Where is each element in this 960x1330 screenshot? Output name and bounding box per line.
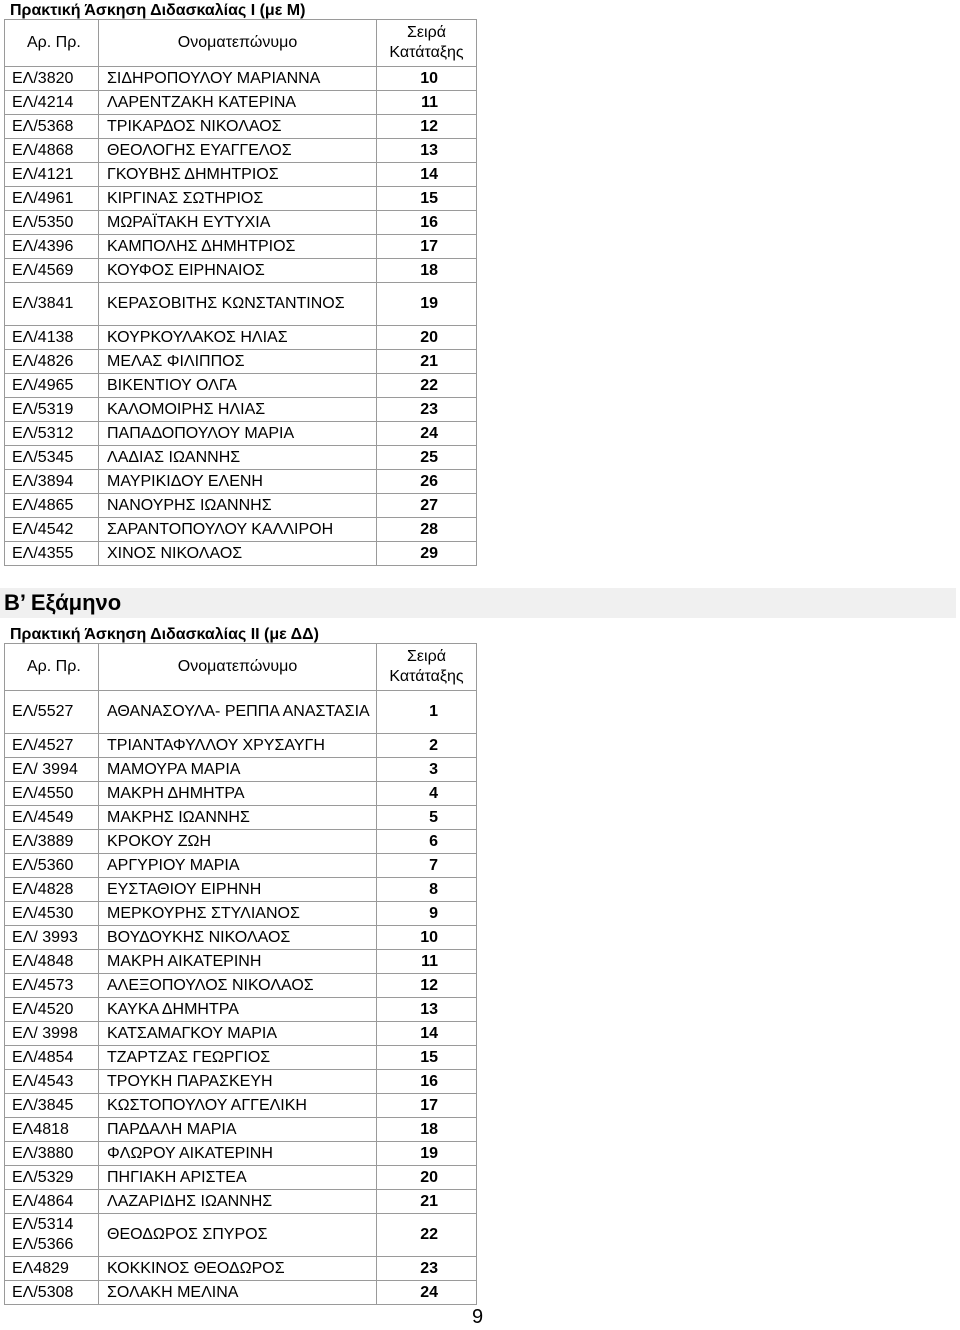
page-number: 9 xyxy=(472,1306,484,1328)
name-cell: ΜΩΡΑΪΤΑΚΗ ΕΥΤΥΧΙΑ xyxy=(99,211,377,235)
table-row xyxy=(5,758,477,782)
rank-cell: 15 xyxy=(377,187,477,211)
table-row xyxy=(5,1281,477,1305)
table-row xyxy=(5,283,477,326)
rank-cell: 12 xyxy=(377,974,477,998)
name-cell: ΜΑΚΡΗΣ ΙΩΑΝΝΗΣ xyxy=(99,806,377,830)
rank-cell: 24 xyxy=(377,422,477,446)
name-cell: ΤΡΙΚΑΡΔΟΣ ΝΙΚΟΛΑΟΣ xyxy=(99,115,377,139)
rank-cell: 1 xyxy=(377,691,477,734)
ranking-table-2 xyxy=(4,643,477,1305)
rank-cell: 12 xyxy=(377,115,477,139)
table-row xyxy=(5,542,477,566)
name-cell: ΜΕΡΚΟΥΡΗΣ ΣΤΥΛΙΑΝΟΣ xyxy=(99,902,377,926)
code-cell: ΕΛ/4573 xyxy=(5,974,99,998)
table-row xyxy=(5,950,477,974)
code-cell: ΕΛ/4355 xyxy=(5,542,99,566)
table-row xyxy=(5,806,477,830)
rank-cell: 13 xyxy=(377,998,477,1022)
code-cell: ΕΛ/4121 xyxy=(5,163,99,187)
section1-title: Πρακτική Άσκηση Διδασκαλίας Ι (με Μ) xyxy=(10,2,306,19)
rank-cell: 20 xyxy=(377,326,477,350)
rank-cell: 22 xyxy=(377,1214,477,1257)
code-cell: ΕΛ/4865 xyxy=(5,494,99,518)
semester-heading: Β’ Εξάμηνο xyxy=(4,590,122,615)
table-row xyxy=(5,1070,477,1094)
rank-cell: 27 xyxy=(377,494,477,518)
table-row xyxy=(5,830,477,854)
table-row xyxy=(5,1190,477,1214)
code-cell: ΕΛ/4542 xyxy=(5,518,99,542)
rank-cell: 14 xyxy=(377,163,477,187)
code-cell: ΕΛ/3889 xyxy=(5,830,99,854)
code-cell: ΕΛ/5319 xyxy=(5,398,99,422)
table-row xyxy=(5,691,477,734)
rank-cell: 7 xyxy=(377,854,477,878)
name-cell: ΚΕΡΑΣΟΒΙΤΗΣ ΚΩΝΣΤΑΝΤΙΝΟΣ xyxy=(99,283,377,326)
rank-cell: 2 xyxy=(377,734,477,758)
name-cell: ΤΖΑΡΤΖΑΣ ΓΕΩΡΓΙΟΣ xyxy=(99,1046,377,1070)
rank-cell: 11 xyxy=(377,950,477,974)
rank-cell: 18 xyxy=(377,1118,477,1142)
table-row xyxy=(5,1142,477,1166)
name-cell: ΤΡΟΥΚΗ ΠΑΡΑΣΚΕΥΗ xyxy=(99,1070,377,1094)
name-cell: ΣΑΡΑΝΤΟΠΟΥΛΟΥ ΚΑΛΛΙΡΟΗ xyxy=(99,518,377,542)
code-cell: ΕΛ/4530 xyxy=(5,902,99,926)
code-cell: ΕΛ/4848 xyxy=(5,950,99,974)
name-cell: ΜΑΥΡΙΚΙΔΟΥ ΕΛΕΝΗ xyxy=(99,470,377,494)
table-row xyxy=(5,1257,477,1281)
name-cell: ΚΑΥΚΑ ΔΗΜΗΤΡΑ xyxy=(99,998,377,1022)
code-cell: ΕΛ/ 3998 xyxy=(5,1022,99,1046)
rank-cell: 23 xyxy=(377,398,477,422)
name-cell: ΜΑΚΡΗ ΑΙΚΑΤΕΡΙΝΗ xyxy=(99,950,377,974)
rank-cell: 13 xyxy=(377,139,477,163)
code-cell: ΕΛ/ 3993 xyxy=(5,926,99,950)
table-row xyxy=(5,494,477,518)
code-cell: ΕΛ4818 xyxy=(5,1118,99,1142)
header-name: Ονοματεπώνυμο xyxy=(99,644,377,691)
rank-cell: 29 xyxy=(377,542,477,566)
header-name: Ονοματεπώνυμο xyxy=(99,20,377,67)
code-cell: ΕΛ/5314 ΕΛ/5366 xyxy=(5,1214,99,1257)
name-cell: ΚΑΤΣΑΜΑΓΚΟΥ ΜΑΡΙΑ xyxy=(99,1022,377,1046)
rank-cell: 20 xyxy=(377,1166,477,1190)
name-cell: ΘΕΟΔΩΡΟΣ ΣΠΥΡΟΣ xyxy=(99,1214,377,1257)
table-row xyxy=(5,518,477,542)
code-cell: ΕΛ/5350 xyxy=(5,211,99,235)
code-cell: ΕΛ/4214 xyxy=(5,91,99,115)
rank-cell: 15 xyxy=(377,1046,477,1070)
name-cell: ΛΑΡΕΝΤΖΑΚΗ ΚΑΤΕΡΙΝΑ xyxy=(99,91,377,115)
table-row xyxy=(5,1118,477,1142)
header-code: Αρ. Πρ. xyxy=(5,20,99,67)
table-row xyxy=(5,163,477,187)
table-row xyxy=(5,446,477,470)
table-row xyxy=(5,902,477,926)
code-cell: ΕΛ/4549 xyxy=(5,806,99,830)
code-cell: ΕΛ/3820 xyxy=(5,67,99,91)
rank-cell: 19 xyxy=(377,283,477,326)
rank-cell: 24 xyxy=(377,1281,477,1305)
name-cell: ΚΑΜΠΟΛΗΣ ΔΗΜΗΤΡΙΟΣ xyxy=(99,235,377,259)
code-cell: ΕΛ/3894 xyxy=(5,470,99,494)
code-cell: ΕΛ4829 xyxy=(5,1257,99,1281)
table-row xyxy=(5,374,477,398)
code-cell: ΕΛ/5345 xyxy=(5,446,99,470)
rank-cell: 22 xyxy=(377,374,477,398)
rank-cell: 14 xyxy=(377,1022,477,1046)
table-row xyxy=(5,1094,477,1118)
table-row xyxy=(5,115,477,139)
header-code: Αρ. Πρ. xyxy=(5,644,99,691)
rank-cell: 18 xyxy=(377,259,477,283)
table-row xyxy=(5,854,477,878)
rank-cell: 10 xyxy=(377,67,477,91)
name-cell: ΣΙΔΗΡΟΠΟΥΛΟΥ ΜΑΡΙΑΝΝΑ xyxy=(99,67,377,91)
table-row xyxy=(5,211,477,235)
name-cell: ΚΙΡΓΙΝΑΣ ΣΩΤΗΡΙΟΣ xyxy=(99,187,377,211)
code-cell: ΕΛ/4527 xyxy=(5,734,99,758)
rank-cell: 23 xyxy=(377,1257,477,1281)
name-cell: ΜΕΛΑΣ ΦΙΛΙΠΠΟΣ xyxy=(99,350,377,374)
name-cell: ΕΥΣΤΑΘΙΟΥ ΕΙΡΗΝΗ xyxy=(99,878,377,902)
code-cell: ΕΛ/4543 xyxy=(5,1070,99,1094)
table-row xyxy=(5,187,477,211)
table-row xyxy=(5,235,477,259)
code-cell: ΕΛ/4864 xyxy=(5,1190,99,1214)
name-cell: ΤΡΙΑΝΤΑΦΥΛΛΟΥ ΧΡΥΣΑΥΓΗ xyxy=(99,734,377,758)
rank-cell: 16 xyxy=(377,1070,477,1094)
rank-cell: 26 xyxy=(377,470,477,494)
table-row xyxy=(5,259,477,283)
code-cell: ΕΛ/3880 xyxy=(5,1142,99,1166)
name-cell: ΚΑΛΟΜΟΙΡΗΣ ΗΛΙΑΣ xyxy=(99,398,377,422)
table-row xyxy=(5,1214,477,1257)
rank-cell: 6 xyxy=(377,830,477,854)
name-cell: ΠΗΓΙΑΚΗ ΑΡΙΣΤΕΑ xyxy=(99,1166,377,1190)
code-cell: ΕΛ/4826 xyxy=(5,350,99,374)
name-cell: ΛΑΖΑΡΙΔΗΣ ΙΩΑΝΝΗΣ xyxy=(99,1190,377,1214)
table-row xyxy=(5,1046,477,1070)
rank-cell: 28 xyxy=(377,518,477,542)
table-row xyxy=(5,926,477,950)
code-cell: ΕΛ/5527 xyxy=(5,691,99,734)
table-header-row xyxy=(5,644,477,691)
code-cell: ΕΛ/5312 xyxy=(5,422,99,446)
code-cell: ΕΛ/4138 xyxy=(5,326,99,350)
rank-cell: 11 xyxy=(377,91,477,115)
table-row xyxy=(5,998,477,1022)
rank-cell: 21 xyxy=(377,350,477,374)
name-cell: ΝΑΝΟΥΡΗΣ ΙΩΑΝΝΗΣ xyxy=(99,494,377,518)
name-cell: ΑΡΓΥΡΙΟΥ ΜΑΡΙΑ xyxy=(99,854,377,878)
name-cell: ΜΑΜΟΥΡΑ ΜΑΡΙΑ xyxy=(99,758,377,782)
rank-cell: 5 xyxy=(377,806,477,830)
code-cell: ΕΛ/5360 xyxy=(5,854,99,878)
table-row xyxy=(5,734,477,758)
table-row xyxy=(5,67,477,91)
table-row xyxy=(5,974,477,998)
table-row xyxy=(5,782,477,806)
name-cell: ΣΟΛΑΚΗ ΜΕΛΙΝΑ xyxy=(99,1281,377,1305)
name-cell: ΦΛΩΡΟΥ ΑΙΚΑΤΕΡΙΝΗ xyxy=(99,1142,377,1166)
rank-cell: 4 xyxy=(377,782,477,806)
table-row xyxy=(5,878,477,902)
code-cell: ΕΛ/4868 xyxy=(5,139,99,163)
table-row xyxy=(5,422,477,446)
code-cell: ΕΛ/4965 xyxy=(5,374,99,398)
code-cell: ΕΛ/4961 xyxy=(5,187,99,211)
rank-cell: 9 xyxy=(377,902,477,926)
table-row xyxy=(5,91,477,115)
name-cell: ΑΘΑΝΑΣΟΥΛΑ- ΡΕΠΠΑ ΑΝΑΣΤΑΣΙΑ xyxy=(99,691,377,734)
semester-heading-bar xyxy=(0,588,956,618)
name-cell: ΚΡΟΚΟΥ ΖΩΗ xyxy=(99,830,377,854)
section2-title: Πρακτική Άσκηση Διδασκαλίας ΙΙ (με ΔΔ) xyxy=(10,626,319,643)
name-cell: ΜΑΚΡΗ ΔΗΜΗΤΡΑ xyxy=(99,782,377,806)
table-row xyxy=(5,326,477,350)
code-cell: ΕΛ/4396 xyxy=(5,235,99,259)
rank-cell: 19 xyxy=(377,1142,477,1166)
rank-cell: 10 xyxy=(377,926,477,950)
name-cell: ΠΑΡΔΑΛΗ ΜΑΡΙΑ xyxy=(99,1118,377,1142)
name-cell: ΚΟΚΚΙΝΟΣ ΘΕΟΔΩΡΟΣ xyxy=(99,1257,377,1281)
header-rank: Σειρά Κατάταξης xyxy=(377,644,477,691)
table-row xyxy=(5,1022,477,1046)
table-row xyxy=(5,470,477,494)
table-row xyxy=(5,398,477,422)
table-header-row xyxy=(5,20,477,67)
header-rank: Σειρά Κατάταξης xyxy=(377,20,477,67)
rank-cell: 17 xyxy=(377,235,477,259)
name-cell: ΠΑΠΑΔΟΠΟΥΛΟΥ ΜΑΡΙΑ xyxy=(99,422,377,446)
table-row xyxy=(5,139,477,163)
code-cell: ΕΛ/4854 xyxy=(5,1046,99,1070)
rank-cell: 16 xyxy=(377,211,477,235)
code-cell: ΕΛ/5308 xyxy=(5,1281,99,1305)
rank-cell: 17 xyxy=(377,1094,477,1118)
name-cell: ΧΙΝΟΣ ΝΙΚΟΛΑΟΣ xyxy=(99,542,377,566)
rank-cell: 3 xyxy=(377,758,477,782)
table-row xyxy=(5,1166,477,1190)
rank-cell: 8 xyxy=(377,878,477,902)
code-cell: ΕΛ/5368 xyxy=(5,115,99,139)
code-cell: ΕΛ/4569 xyxy=(5,259,99,283)
name-cell: ΘΕΟΛΟΓΗΣ ΕΥΑΓΓΕΛΟΣ xyxy=(99,139,377,163)
name-cell: ΚΟΥΡΚΟΥΛΑΚΟΣ ΗΛΙΑΣ xyxy=(99,326,377,350)
name-cell: ΚΟΥΦΟΣ ΕΙΡΗΝΑΙΟΣ xyxy=(99,259,377,283)
code-cell: ΕΛ/5329 xyxy=(5,1166,99,1190)
code-cell: ΕΛ/ 3994 xyxy=(5,758,99,782)
table-row xyxy=(5,350,477,374)
name-cell: ΓΚΟΥΒΗΣ ΔΗΜΗΤΡΙΟΣ xyxy=(99,163,377,187)
name-cell: ΒΙΚΕΝΤΙΟΥ ΟΛΓΑ xyxy=(99,374,377,398)
name-cell: ΛΑΔΙΑΣ ΙΩΑΝΝΗΣ xyxy=(99,446,377,470)
code-cell: ΕΛ/4520 xyxy=(5,998,99,1022)
ranking-table-1 xyxy=(4,19,477,566)
name-cell: ΒΟΥΔΟΥΚΗΣ ΝΙΚΟΛΑΟΣ xyxy=(99,926,377,950)
rank-cell: 21 xyxy=(377,1190,477,1214)
rank-cell: 25 xyxy=(377,446,477,470)
code-cell: ΕΛ/4550 xyxy=(5,782,99,806)
code-cell: ΕΛ/3845 xyxy=(5,1094,99,1118)
name-cell: ΑΛΕΞΟΠΟΥΛΟΣ ΝΙΚΟΛΑΟΣ xyxy=(99,974,377,998)
code-cell: ΕΛ/3841 xyxy=(5,283,99,326)
code-cell: ΕΛ/4828 xyxy=(5,878,99,902)
name-cell: ΚΩΣΤΟΠΟΥΛΟΥ ΑΓΓΕΛΙΚΗ xyxy=(99,1094,377,1118)
